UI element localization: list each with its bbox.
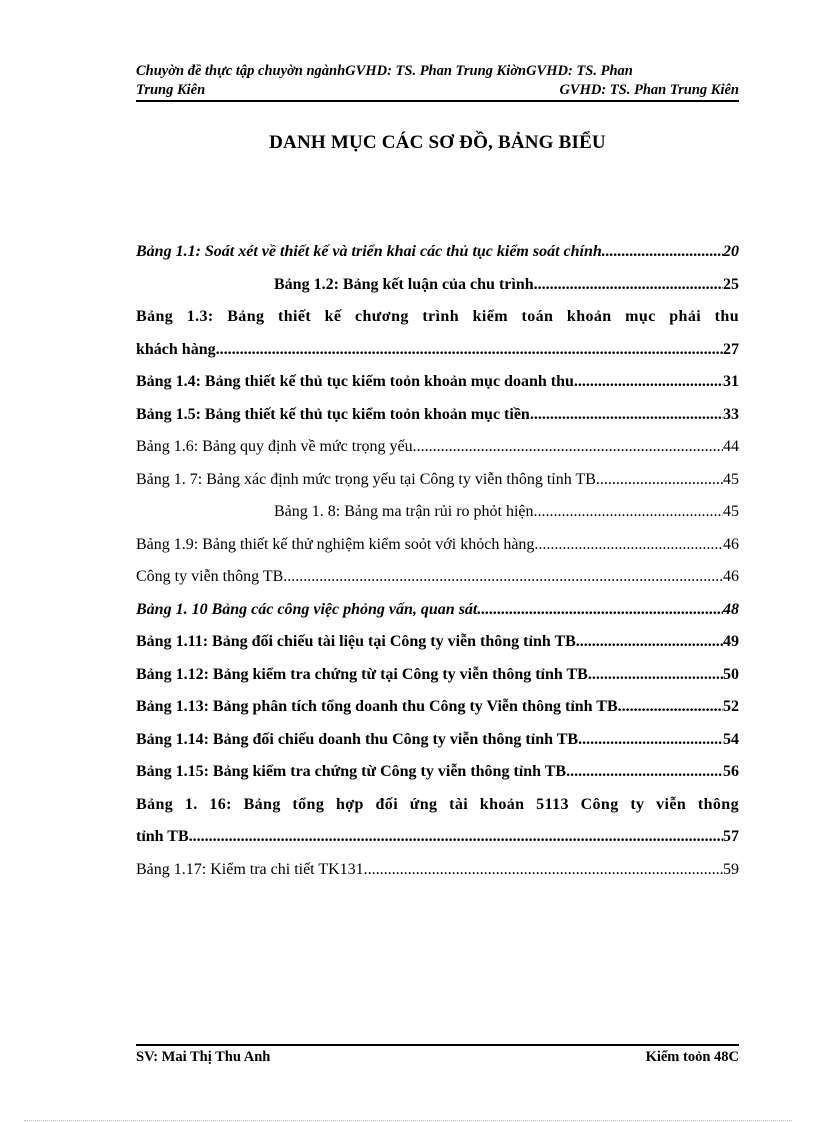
toc-entry-page: 25 (723, 275, 739, 293)
toc-entry-page: 50 (723, 665, 739, 683)
page-bottom-border (24, 1120, 792, 1121)
toc-dot-leader (574, 373, 723, 391)
toc-entry-label: Bảng 1.15: Bảng kiểm tra chứng từ Công ty viễn thông tỉnh TB (136, 763, 567, 780)
toc-entry-label: Bảng 1.4: Bảng thiết kế thủ tục kiểm toỏn khoản mục doanh thu (136, 373, 574, 390)
footer-divider (136, 1044, 739, 1046)
toc-entry-label: Bảng 1.2: Bảng kết luận của chu trình (274, 275, 534, 293)
header-line-2 (136, 81, 739, 100)
toc-entry-label: Bảng 1.9: Bảng thiết kế thử nghiệm kiểm soỏt với khỏch hàng (136, 535, 535, 553)
toc-entry-label: Bảng 1.13: Bảng phân tích tổng doanh thu Công ty Viễn thông tỉnh TB (136, 698, 618, 715)
header-line-1: Chuyờn đề thực tập chuyờn ngànhGVHD: TS. Phan Trung KiờnGVHD: TS. Phan (136, 63, 633, 79)
toc-entry-label: Bảng 1.6: Bảng quy định về mức trọng yếu (136, 438, 413, 455)
toc-entry[interactable] (136, 698, 739, 731)
toc-entry-continuation[interactable] (136, 341, 739, 374)
toc-entry-label: Bảng 1. 16: Bảng tổng hợp đối ứng tài khoản 5113 Công ty viễn thông (136, 795, 739, 813)
toc-entry[interactable] (136, 666, 739, 699)
toc-entry[interactable] (136, 406, 739, 439)
toc-entry-label: Bảng 1.5: Bảng thiết kế thủ tục kiểm toỏn khoản mục tiền (136, 405, 530, 423)
toc-entry[interactable] (136, 861, 739, 894)
toc-entry-label: Bảng 1.17: Kiểm tra chi tiết TK131 (136, 860, 364, 878)
toc-entry[interactable] (136, 438, 739, 471)
toc-entry-label: Bảng 1.11: Bảng đối chiếu tài liệu tại Công ty viễn thông tỉnh TB (136, 633, 576, 650)
toc-dot-leader (530, 406, 723, 424)
toc-entry-page: 31 (723, 373, 739, 390)
toc-dot-leader (618, 698, 723, 716)
toc-dot-leader (189, 828, 723, 846)
toc-entry[interactable] (136, 763, 739, 796)
toc-entry-page: 52 (723, 698, 739, 715)
toc-entry-page: 20 (723, 243, 739, 260)
toc-entry-label: tỉnh TB (136, 828, 189, 845)
toc-dot-leader (413, 438, 723, 456)
toc-dot-leader (602, 243, 723, 261)
toc-entry[interactable] (136, 601, 739, 634)
toc-dot-leader (534, 503, 723, 521)
header-line-2-right: GVHD: TS. Phan Trung Kiên (559, 82, 739, 98)
toc-dot-leader (578, 731, 723, 749)
toc-dot-leader (477, 601, 723, 619)
toc-entry-page: 46 (723, 568, 739, 585)
page-title: DANH MỤC CÁC SƠ ĐỒ, BẢNG BIỂU (269, 132, 606, 153)
toc-entry-page: 48 (723, 600, 739, 618)
toc-entry-label: Bảng 1.14: Bảng đối chiếu doanh thu Công ty viễn thông tỉnh TB (136, 730, 579, 748)
footer-student: SV: Mai Thị Thu Anh (136, 1049, 271, 1065)
toc-entry-label: Bảng 1. 10 Bảng các công việc phỏng vấn, quan sát (136, 600, 478, 618)
toc-entry-page: 56 (723, 763, 739, 780)
toc-entry-page: 44 (723, 438, 739, 455)
toc-dot-leader (364, 861, 723, 879)
toc-dot-leader (596, 471, 723, 489)
toc-entry[interactable] (136, 308, 739, 341)
toc-entry[interactable] (136, 796, 739, 829)
table-of-contents (136, 243, 739, 893)
page-footer (136, 1049, 739, 1066)
toc-dot-leader (566, 763, 723, 781)
toc-entry-page: 57 (723, 828, 739, 845)
toc-entry[interactable] (136, 243, 739, 276)
header-line-2-left: Trung Kiên (136, 82, 206, 98)
toc-entry[interactable] (136, 373, 739, 406)
toc-entry[interactable] (136, 633, 739, 666)
toc-entry-page: 49 (723, 633, 739, 650)
toc-entry-label: Bảng 1.3: Bảng thiết kế chương trình kiểm toán khoản mục phải thu (136, 308, 739, 325)
toc-entry-label: Bảng 1. 8: Bảng ma trận rủi ro phỏt hiện (274, 503, 534, 520)
toc-entry[interactable] (136, 731, 739, 764)
toc-entry-page: 33 (723, 405, 739, 423)
toc-entry-label: Bảng 1.12: Bảng kiểm tra chứng từ tại Công ty viễn thông tỉnh TB (136, 665, 588, 683)
toc-dot-leader (534, 536, 723, 554)
toc-entry-label: Công ty viễn thông TB (136, 568, 284, 585)
toc-dot-leader (588, 666, 723, 684)
toc-entry-label: khách hàng (136, 340, 216, 358)
toc-entry[interactable] (136, 503, 739, 536)
footer-class: Kiểm toỏn 48C (645, 1049, 739, 1065)
toc-entry-page: 27 (723, 340, 739, 358)
toc-entry[interactable] (136, 536, 739, 569)
page-header (136, 62, 739, 100)
toc-dot-leader (216, 341, 723, 359)
toc-dot-leader (534, 276, 723, 294)
toc-dot-leader (576, 633, 723, 651)
toc-entry-page: 54 (723, 730, 739, 748)
toc-entry[interactable] (136, 276, 739, 309)
header-divider (136, 100, 739, 102)
toc-entry-label: Bảng 1. 7: Bảng xác định mức trọng yếu tại Công ty viễn thông tỉnh TB (136, 470, 596, 488)
toc-entry-page: 45 (723, 470, 739, 488)
toc-entry-continuation[interactable] (136, 828, 739, 861)
toc-entry-label: Bảng 1.1: Soát xét về thiết kế và triển khai các thủ tục kiểm soát chính (136, 243, 602, 260)
toc-entry[interactable] (136, 471, 739, 504)
toc-entry-page: 46 (723, 535, 739, 553)
toc-dot-leader (283, 568, 723, 586)
toc-entry-page: 45 (723, 503, 739, 520)
toc-entry-page: 59 (723, 860, 739, 878)
toc-entry[interactable] (136, 568, 739, 601)
